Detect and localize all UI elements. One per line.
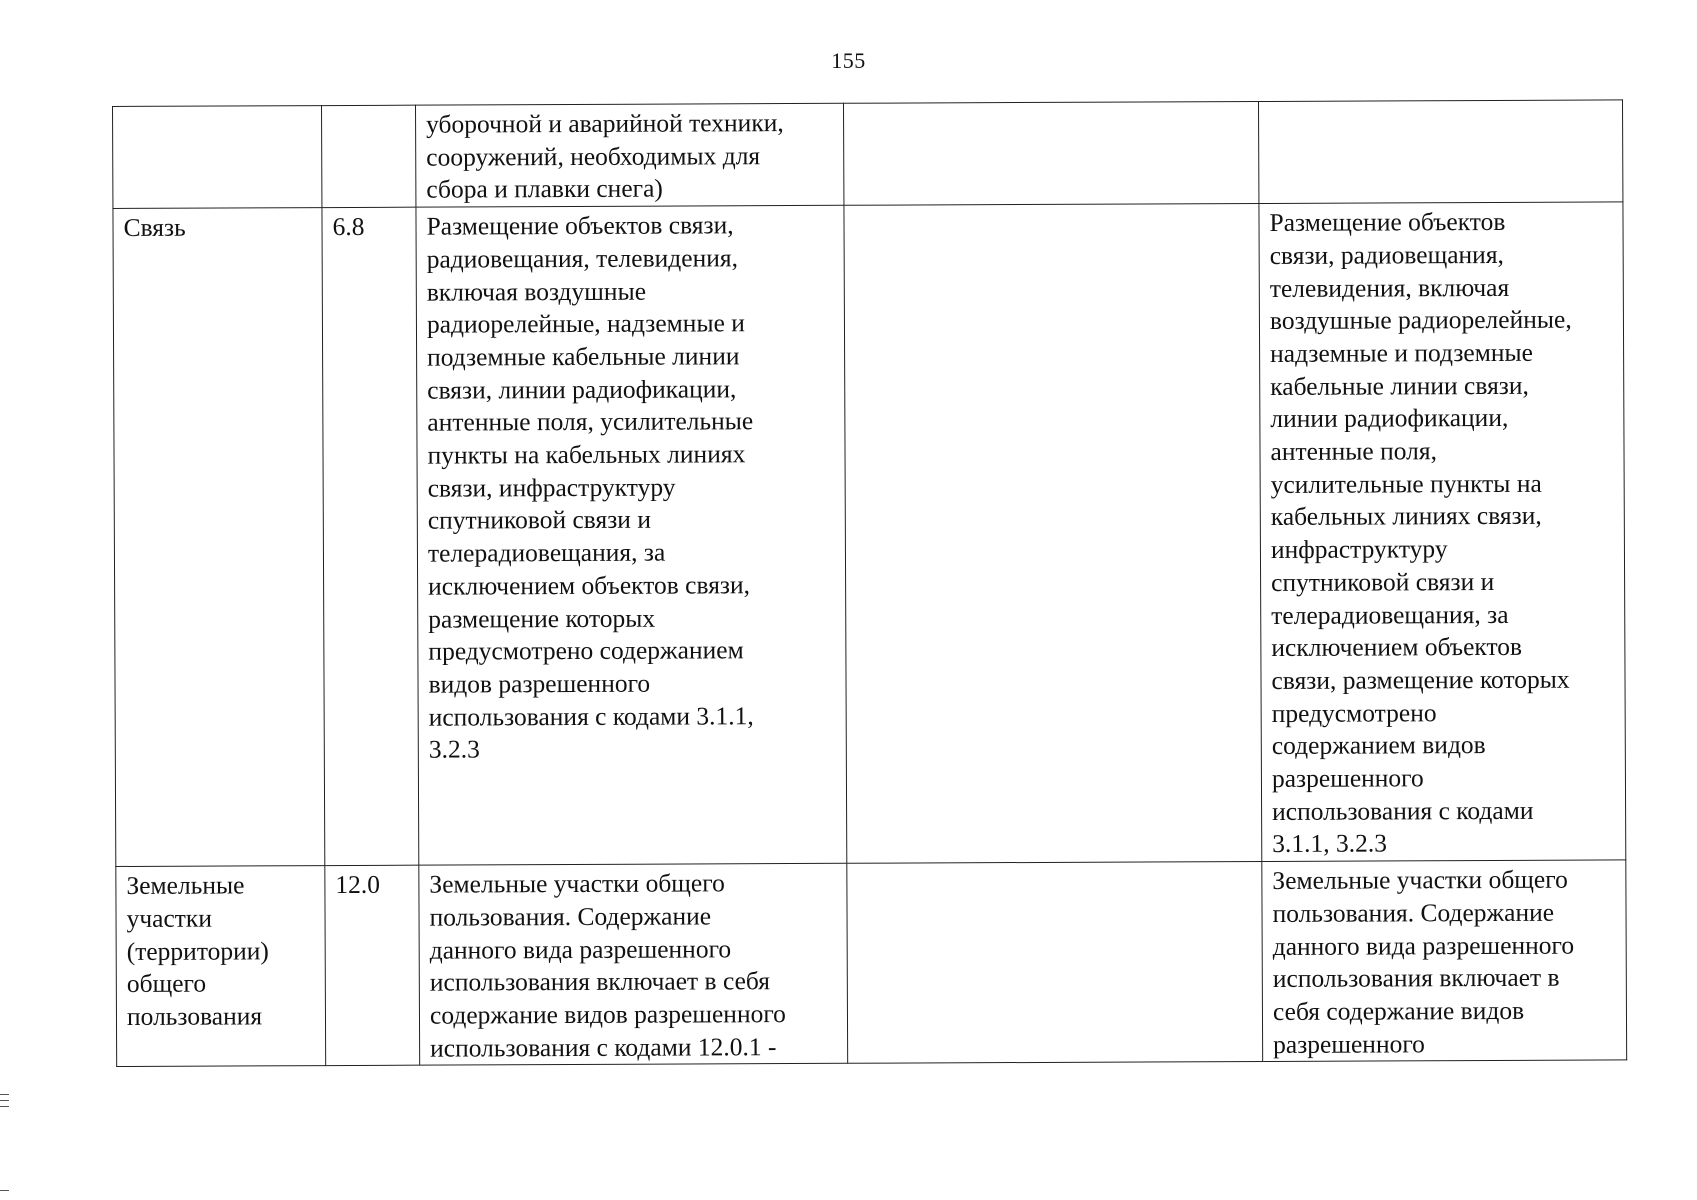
restriction-line: линии радиофикации,	[1270, 403, 1509, 434]
restriction-line: усилительные пункты на	[1270, 468, 1542, 499]
description-line: использования включает в себя	[429, 966, 771, 997]
restriction-line: разрешенного	[1273, 1028, 1425, 1059]
restriction-line: исключением объектов	[1271, 632, 1523, 663]
restriction-line: надземные и подземные	[1270, 337, 1534, 368]
use-code: 12.0	[335, 870, 381, 900]
land-use-table	[112, 99, 1627, 1067]
scan-mark	[0, 1100, 9, 1101]
restriction-line: предусмотрено	[1271, 697, 1437, 728]
description-line: телерадиовещания, за	[427, 537, 666, 568]
description-line: пункты на кабельных линиях	[427, 439, 746, 470]
description-line: содержание видов разрешенного	[429, 999, 786, 1030]
use-code-cell	[322, 207, 419, 865]
description-line: включая воздушные	[426, 276, 647, 307]
use-name-line: пользования	[126, 1001, 263, 1031]
description-line: видов разрешенного	[428, 668, 651, 699]
description-line: связи, линии радиофикации,	[427, 373, 737, 405]
scan-mark	[0, 1190, 9, 1191]
use-description-cell	[419, 863, 848, 1065]
use-name-line: общего	[126, 968, 207, 999]
empty-cell	[1258, 100, 1622, 204]
description-line: использования с кодами 12.0.1 -	[430, 1031, 777, 1063]
use-name-cell	[113, 106, 322, 209]
description-line: исключением объектов связи,	[428, 570, 751, 601]
description-line: уборочной и аварийной техники,	[426, 108, 784, 139]
use-code-cell	[325, 865, 420, 1066]
description-line: связи, инфраструктуру	[427, 472, 676, 503]
restriction-line: разрешенного	[1271, 763, 1424, 794]
use-name-line: (территории)	[126, 935, 269, 966]
description-line: радиорелейные, надземные и	[426, 308, 745, 339]
restriction-line: антенные поля,	[1270, 436, 1438, 466]
restriction-line: кабельные линии связи,	[1270, 370, 1529, 401]
empty-cell	[844, 204, 1262, 864]
restriction-line: кабельных линиях связи,	[1270, 501, 1542, 532]
restriction-line: 3.1.1, 3.2.3	[1272, 828, 1388, 859]
use-code-cell	[322, 105, 416, 208]
restriction-line: себя содержание видов	[1272, 995, 1525, 1026]
description-line: подземные кабельные линии	[427, 341, 740, 372]
table-row	[113, 100, 1623, 209]
restriction-line: содержанием видов	[1271, 730, 1486, 761]
description-line: 3.2.3	[428, 734, 480, 764]
description-line: пользования. Содержание	[429, 901, 712, 932]
restriction-line: связи, радиовещания,	[1269, 239, 1504, 270]
use-name: Связь	[123, 212, 186, 243]
use-code: 6.8	[332, 212, 365, 242]
use-description-cell	[416, 205, 847, 865]
use-name-cell	[116, 866, 326, 1067]
restriction-cell	[1259, 202, 1626, 862]
restriction-line: использования включает в	[1272, 962, 1560, 994]
empty-cell	[843, 101, 1258, 205]
use-name-line: участки	[126, 903, 212, 933]
restriction-line: инфраструктуру	[1270, 534, 1448, 565]
empty-cell	[847, 862, 1263, 1064]
use-name-cell	[113, 208, 325, 867]
restriction-line: воздушные радиорелейные,	[1269, 304, 1572, 336]
description-line: радиовещания, телевидения,	[426, 243, 738, 274]
use-description-cell	[415, 103, 843, 207]
description-line: Размещение объектов связи,	[426, 210, 734, 241]
description-line: Земельные участки общего	[429, 868, 725, 899]
description-line: использования с кодами 3.1.1,	[428, 700, 754, 732]
table-row	[116, 860, 1627, 1067]
description-line: сооружений, необходимых для	[426, 140, 761, 172]
restriction-line: пользования. Содержание	[1272, 897, 1555, 928]
scan-mark	[0, 1094, 9, 1095]
description-line: размещение которых	[428, 603, 656, 634]
description-line: сбора и плавки снега)	[426, 174, 663, 205]
page-number: 155	[831, 48, 866, 73]
restriction-line: телевидения, включая	[1269, 272, 1510, 303]
description-line: антенные поля, усилительные	[427, 406, 754, 437]
restriction-line: связи, размещение которых	[1271, 664, 1570, 695]
restriction-line: телерадиовещания, за	[1271, 599, 1509, 630]
restriction-line: спутниковой связи и	[1271, 566, 1495, 597]
table-row	[113, 202, 1626, 867]
restriction-line: Земельные участки общего	[1272, 864, 1568, 896]
restriction-line: данного вида разрешенного	[1272, 930, 1575, 961]
scan-mark	[0, 1106, 9, 1107]
use-name-line: Земельные	[126, 870, 245, 901]
restriction-line: использования с кодами	[1272, 795, 1534, 826]
restriction-line: Размещение объектов	[1269, 207, 1506, 238]
description-line: спутниковой связи и	[427, 505, 651, 536]
restriction-cell	[1262, 860, 1627, 1062]
description-line: предусмотрено содержанием	[428, 635, 744, 666]
description-line: данного вида разрешенного	[429, 933, 732, 965]
